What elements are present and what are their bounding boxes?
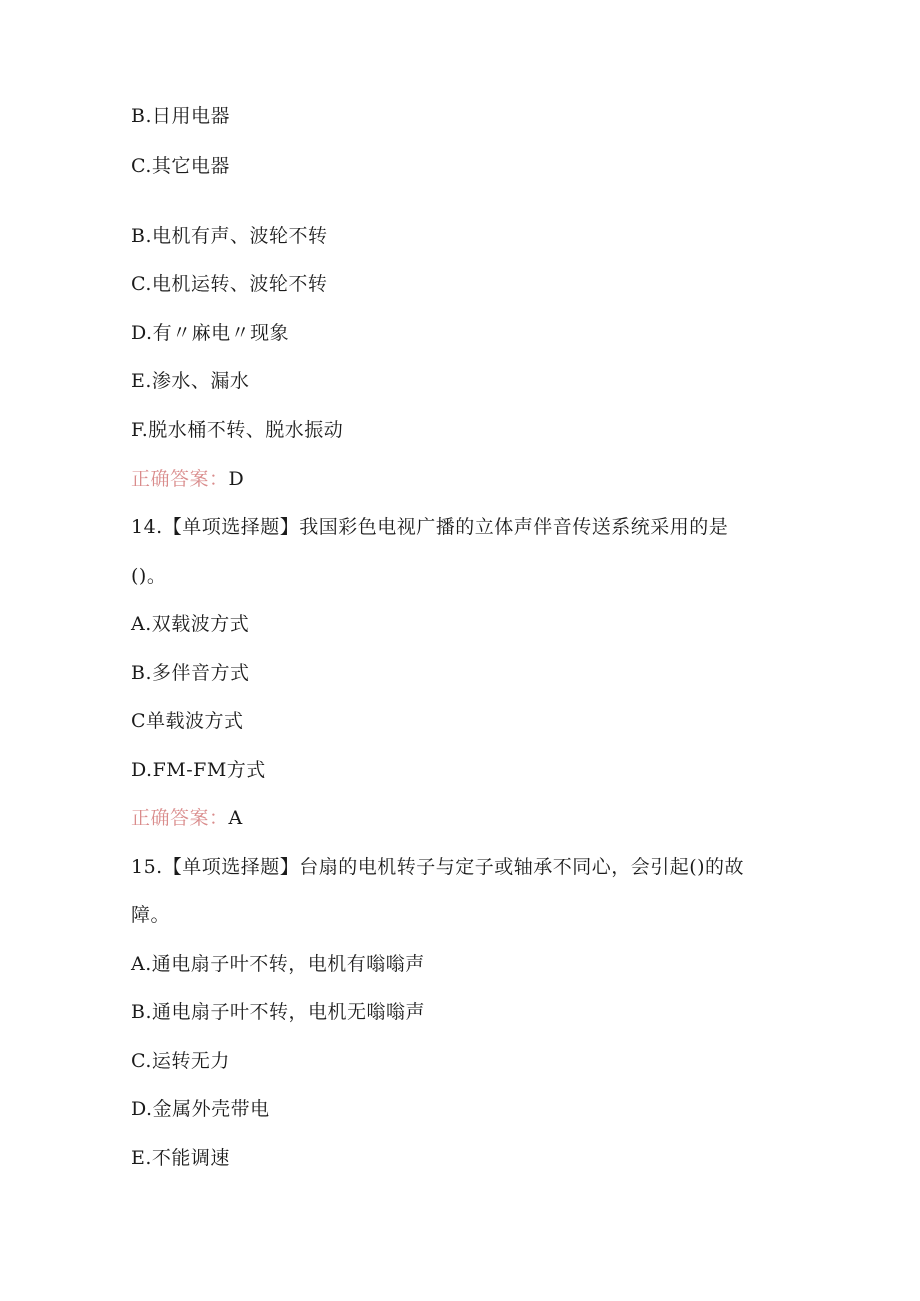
q15-option-e: E.不能调速: [131, 1147, 230, 1169]
q15-option-c: C.运转无力: [131, 1050, 230, 1072]
q14-answer: [131, 806, 243, 830]
q15-option-a: A.通电扇子叶不转，电机有嗡嗡声: [131, 953, 425, 975]
q14-option-d: D.FM-FM方式: [131, 759, 266, 781]
answer-label: 正确答案：: [131, 468, 229, 490]
q13-option-b: B.电机有声、波轮不转: [131, 225, 328, 247]
answer-value: A: [228, 807, 243, 829]
q14-question-line1: 14.【单项选择题】我国彩色电视广播的立体声伴音传送系统采用的是: [131, 516, 729, 538]
q15-option-d: D.金属外壳带电: [131, 1098, 270, 1120]
answer-value: D: [228, 468, 245, 490]
q13-option-f: F.脱水桶不转、脱水振动: [131, 419, 344, 441]
option-b-prev: B.日用电器: [131, 105, 231, 127]
q14-question-line2: ()。: [131, 565, 167, 587]
q15-question-line2: 障。: [131, 904, 171, 926]
option-c-prev: C.其它电器: [131, 155, 230, 177]
answer-label: 正确答案：: [131, 807, 229, 829]
q13-option-c: C.电机运转、波轮不转: [131, 273, 328, 295]
q15-question-line1: 15.【单项选择题】台扇的电机转子与定子或轴承不同心，会引起()的故: [131, 856, 745, 878]
q13-option-d: D.有〃麻电〃现象: [131, 322, 290, 344]
q15-option-b: B.通电扇子叶不转，电机无嗡嗡声: [131, 1001, 426, 1023]
q13-answer: [131, 467, 244, 491]
q14-option-a: A.双载波方式: [131, 613, 250, 635]
q14-option-b: B.多伴音方式: [131, 662, 250, 684]
q14-option-c: C单载波方式: [131, 710, 244, 732]
q13-option-e: E.渗水、漏水: [131, 370, 250, 392]
